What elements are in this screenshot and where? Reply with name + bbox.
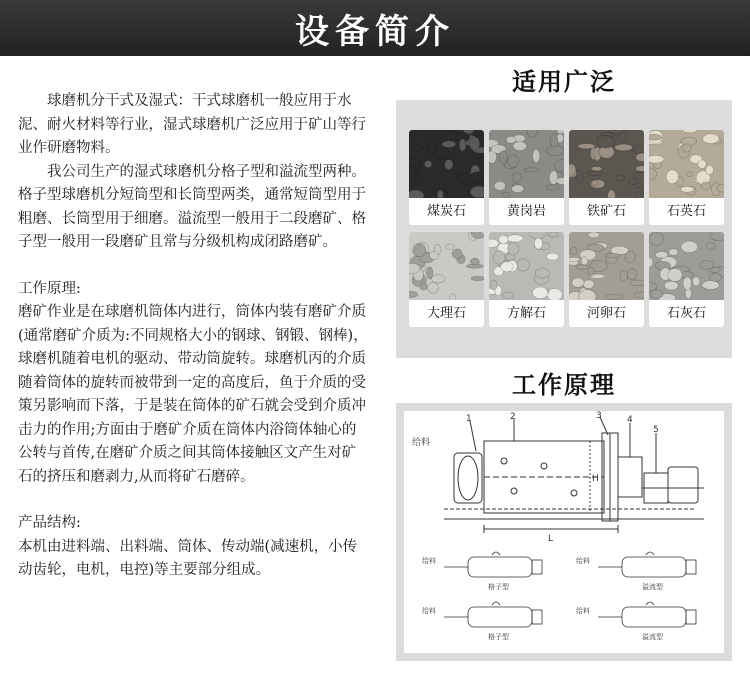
principle-diagram: [404, 411, 724, 653]
material-label: 大理石: [426, 306, 466, 321]
applications-title: 适用广泛: [512, 68, 616, 96]
principle-title: 工作原理: [512, 371, 616, 399]
callout-5: 5: [653, 425, 659, 435]
material-label: 煤炭石: [426, 204, 466, 219]
material-image: [409, 130, 484, 198]
material-label: 方解石: [506, 306, 546, 321]
intro-paragraph: 球磨机分干式及湿式：干式球磨机一般应用于水泥、耐火材料等行业，湿式球磨机广泛应用于矿山等行业作研磨物料。: [18, 93, 366, 156]
structure-text: 本机由进料端、出料端、筒体、传动端(减速机，小传动齿轮，电机，电控)等主要部分组成。: [18, 538, 358, 578]
callout-1: 1: [466, 414, 472, 424]
material-tile: [569, 232, 644, 327]
structure-label: 产品结构:: [18, 515, 81, 531]
dimension-height: H: [592, 474, 599, 484]
mini-mill-caption: 溢流型: [642, 633, 663, 641]
mini-mill-feed-label: 给料: [576, 557, 590, 565]
mini-mill: [444, 552, 542, 577]
material-tile: [409, 232, 484, 327]
mini-mill-feed-label: 给料: [422, 607, 436, 615]
mill-assembly: [444, 417, 704, 533]
header-banner: [0, 0, 750, 56]
principle-text: 磨矿作业是在球磨机筒体内进行，筒体内装有磨矿介质(通常磨矿介质为:不同规格大小的钢球、钢锻、钢棒)，球磨机随着电机的驱动、带动筒旋转。球磨机丙的介质随着筒体的旋转而被带到一定的高度后，鱼于介质的受策另影响而下落，于是装在筒体的矿石就会受到介质冲击力的作用;方面由于磨矿介质在筒体内浴筒体轴心的公转与首传,在磨矿介质之间其筒体接触区文产生对矿石的挤压和磨剥力,从而将矿石磨碎。: [18, 304, 368, 485]
spacer: [18, 255, 370, 278]
mini-mill-feed-label: 给料: [422, 557, 436, 565]
spacer: [18, 489, 370, 512]
mini-mill-caption: 格子型: [488, 583, 509, 591]
mini-mill: [598, 602, 696, 627]
material-label: 河卵石: [586, 306, 626, 321]
material-image: [649, 130, 724, 198]
material-image: [569, 232, 644, 300]
mini-mill-caption: 溢流型: [642, 583, 663, 591]
mini-mill-schematics: [422, 552, 696, 641]
material-image: [649, 232, 724, 300]
description-column: [18, 90, 370, 583]
material-image: [409, 232, 484, 300]
material-tile: [649, 130, 724, 225]
principle-diagram-panel: [396, 403, 732, 661]
material-image: [489, 232, 564, 300]
mini-mill: [598, 552, 696, 577]
mini-mill-feed-label: 给料: [576, 607, 590, 615]
ball-mill-diagram: [404, 411, 724, 653]
material-image: [489, 130, 564, 198]
mini-mill: [444, 602, 542, 627]
material-label: 石灰石: [666, 306, 706, 321]
materials-panel: [396, 100, 732, 358]
material-label: 黄岗岩: [506, 204, 546, 219]
mini-mill-caption: 格子型: [488, 633, 509, 641]
callout-labels: [412, 411, 659, 544]
material-label: 铁矿石: [586, 204, 626, 219]
callout-3: 3: [596, 411, 602, 421]
material-tile: [489, 232, 564, 327]
page-title: 设备简介: [295, 11, 455, 52]
principle-label: 工作原理:: [18, 280, 81, 297]
material-tile: [649, 232, 724, 327]
callout-2: 2: [510, 412, 516, 422]
material-tile: [489, 130, 564, 225]
flow-in-label: 给料: [412, 438, 431, 448]
dimension-length: L: [548, 534, 554, 544]
material-label: 石英石: [666, 204, 706, 219]
material-tile: [569, 130, 644, 225]
intro-paragraph: 我公司生产的湿式球磨机分格子型和溢流型两种。格子型球磨机分短筒型和长筒型两类，通常短筒型用于粗磨、长筒型用于细磨。溢流型一般用于二段磨矿、格子型一般用一段磨矿且常与分级机构成闭路磨矿。: [18, 163, 366, 250]
material-image: [569, 130, 644, 198]
callout-4: 4: [627, 415, 633, 425]
material-tile: [409, 130, 484, 225]
